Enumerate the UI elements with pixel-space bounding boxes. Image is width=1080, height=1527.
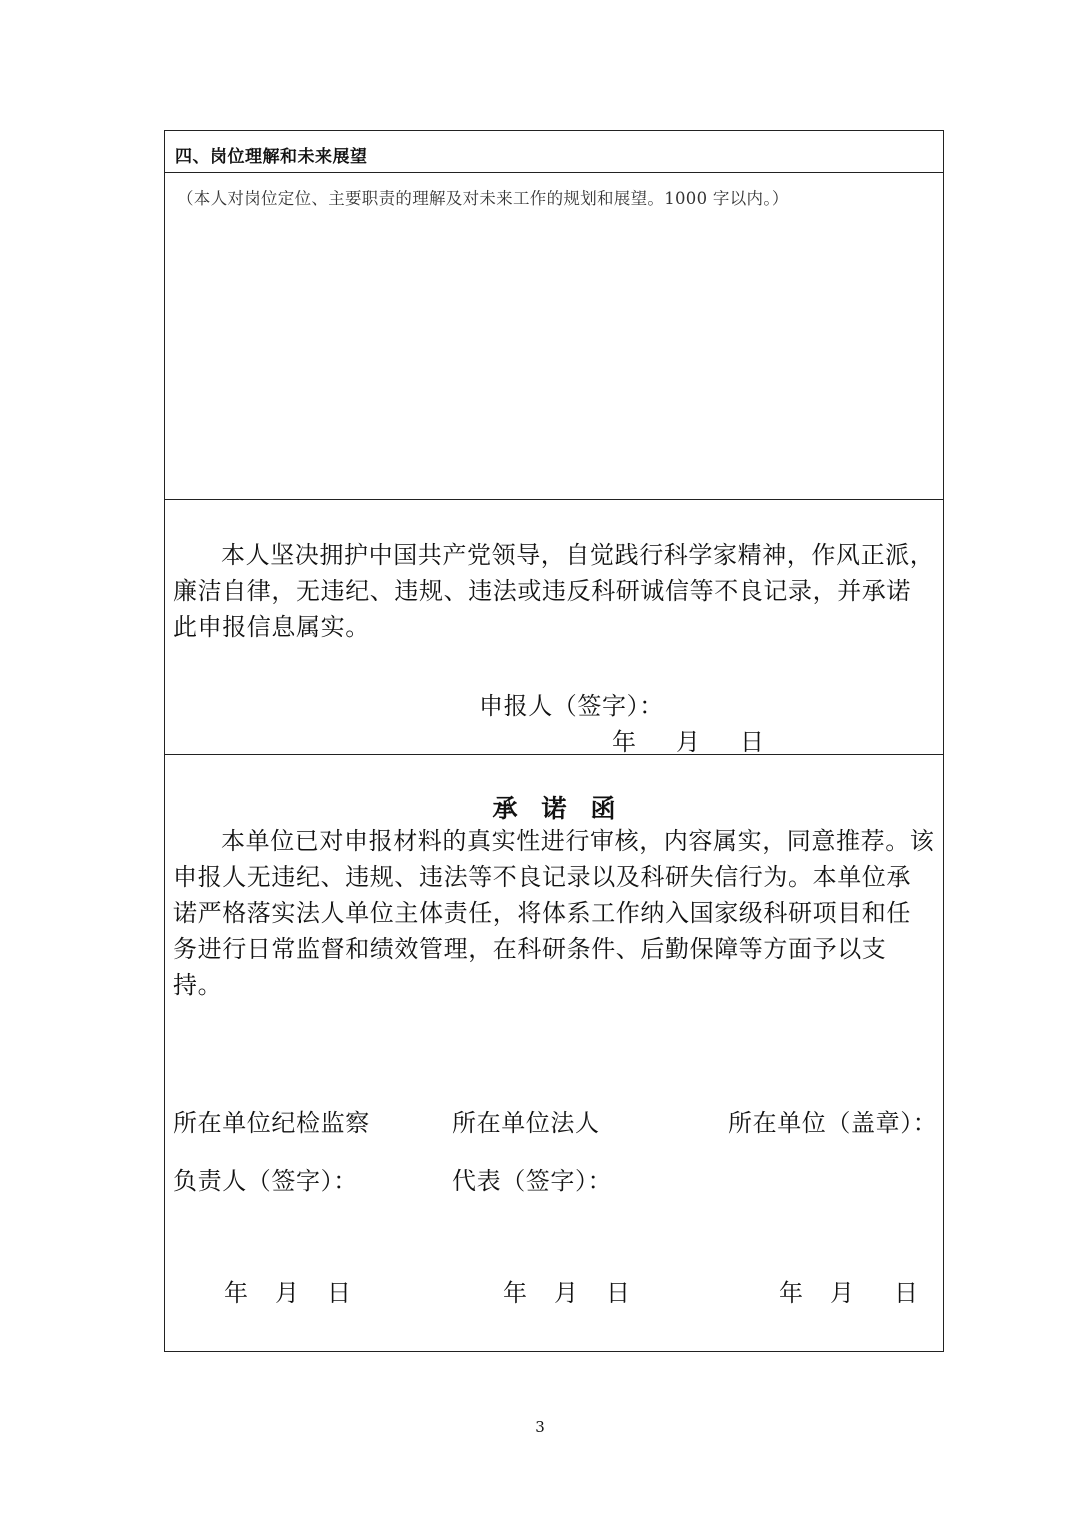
commitment-letter-row bbox=[165, 755, 943, 1351]
date-month-2: 月 bbox=[554, 1279, 579, 1307]
legal-rep-label-line1: 所在单位法人 bbox=[452, 1109, 600, 1137]
applicant-pledge-row bbox=[165, 500, 943, 755]
date-year-3: 年 bbox=[779, 1279, 804, 1307]
applicant-date-year: 年 bbox=[612, 728, 637, 756]
section4-content-field[interactable] bbox=[165, 173, 943, 500]
applicant-date-month: 月 bbox=[676, 728, 701, 756]
date-year-1: 年 bbox=[224, 1279, 249, 1307]
date-month-1: 月 bbox=[275, 1279, 300, 1307]
date-day-3: 日 bbox=[894, 1279, 919, 1307]
commitment-title: 承诺函 bbox=[492, 794, 640, 823]
date-month-3: 月 bbox=[830, 1279, 855, 1307]
commitment-text: 本单位已对申报材料的真实性进行审核，内容属实，同意推荐。该申报人无违纪、违规、违法等不良记录以及科研失信行为。本单位承诺严格落实法人单位主体责任，将体系工作纳入国家级科研项目和任务进行日常监督和绩效管理，在科研条件、后勤保障等方面予以支持。 bbox=[173, 827, 935, 999]
legal-rep-label-line2: 代表（签字）： bbox=[452, 1167, 613, 1195]
applicant-date-day: 日 bbox=[740, 728, 765, 756]
application-form-table bbox=[164, 130, 944, 1352]
date-year-2: 年 bbox=[503, 1279, 528, 1307]
section4-title: 四、岗位理解和未来展望 bbox=[175, 147, 368, 167]
discipline-officer-label-line1: 所在单位纪检监察 bbox=[173, 1109, 370, 1137]
unit-seal-label: 所在单位（盖章）： bbox=[728, 1109, 938, 1137]
applicant-signature-label: 申报人（签字）： bbox=[479, 692, 664, 720]
section4-hint: （本人对岗位定位、主要职责的理解及对未来工作的规划和展望。1000 字以内。） bbox=[177, 189, 789, 208]
date-day-1: 日 bbox=[327, 1279, 352, 1307]
discipline-officer-label-line2: 负责人（签字）： bbox=[173, 1167, 358, 1195]
date-day-2: 日 bbox=[606, 1279, 631, 1307]
section4-header-row bbox=[165, 131, 943, 173]
page-number: 3 bbox=[535, 1418, 545, 1436]
applicant-statement: 本人坚决拥护中国共产党领导，自觉践行科学家精神，作风正派，廉洁自律，无违纪、违规、违法或违反科研诚信等不良记录，并承诺此申报信息属实。 bbox=[173, 541, 935, 641]
